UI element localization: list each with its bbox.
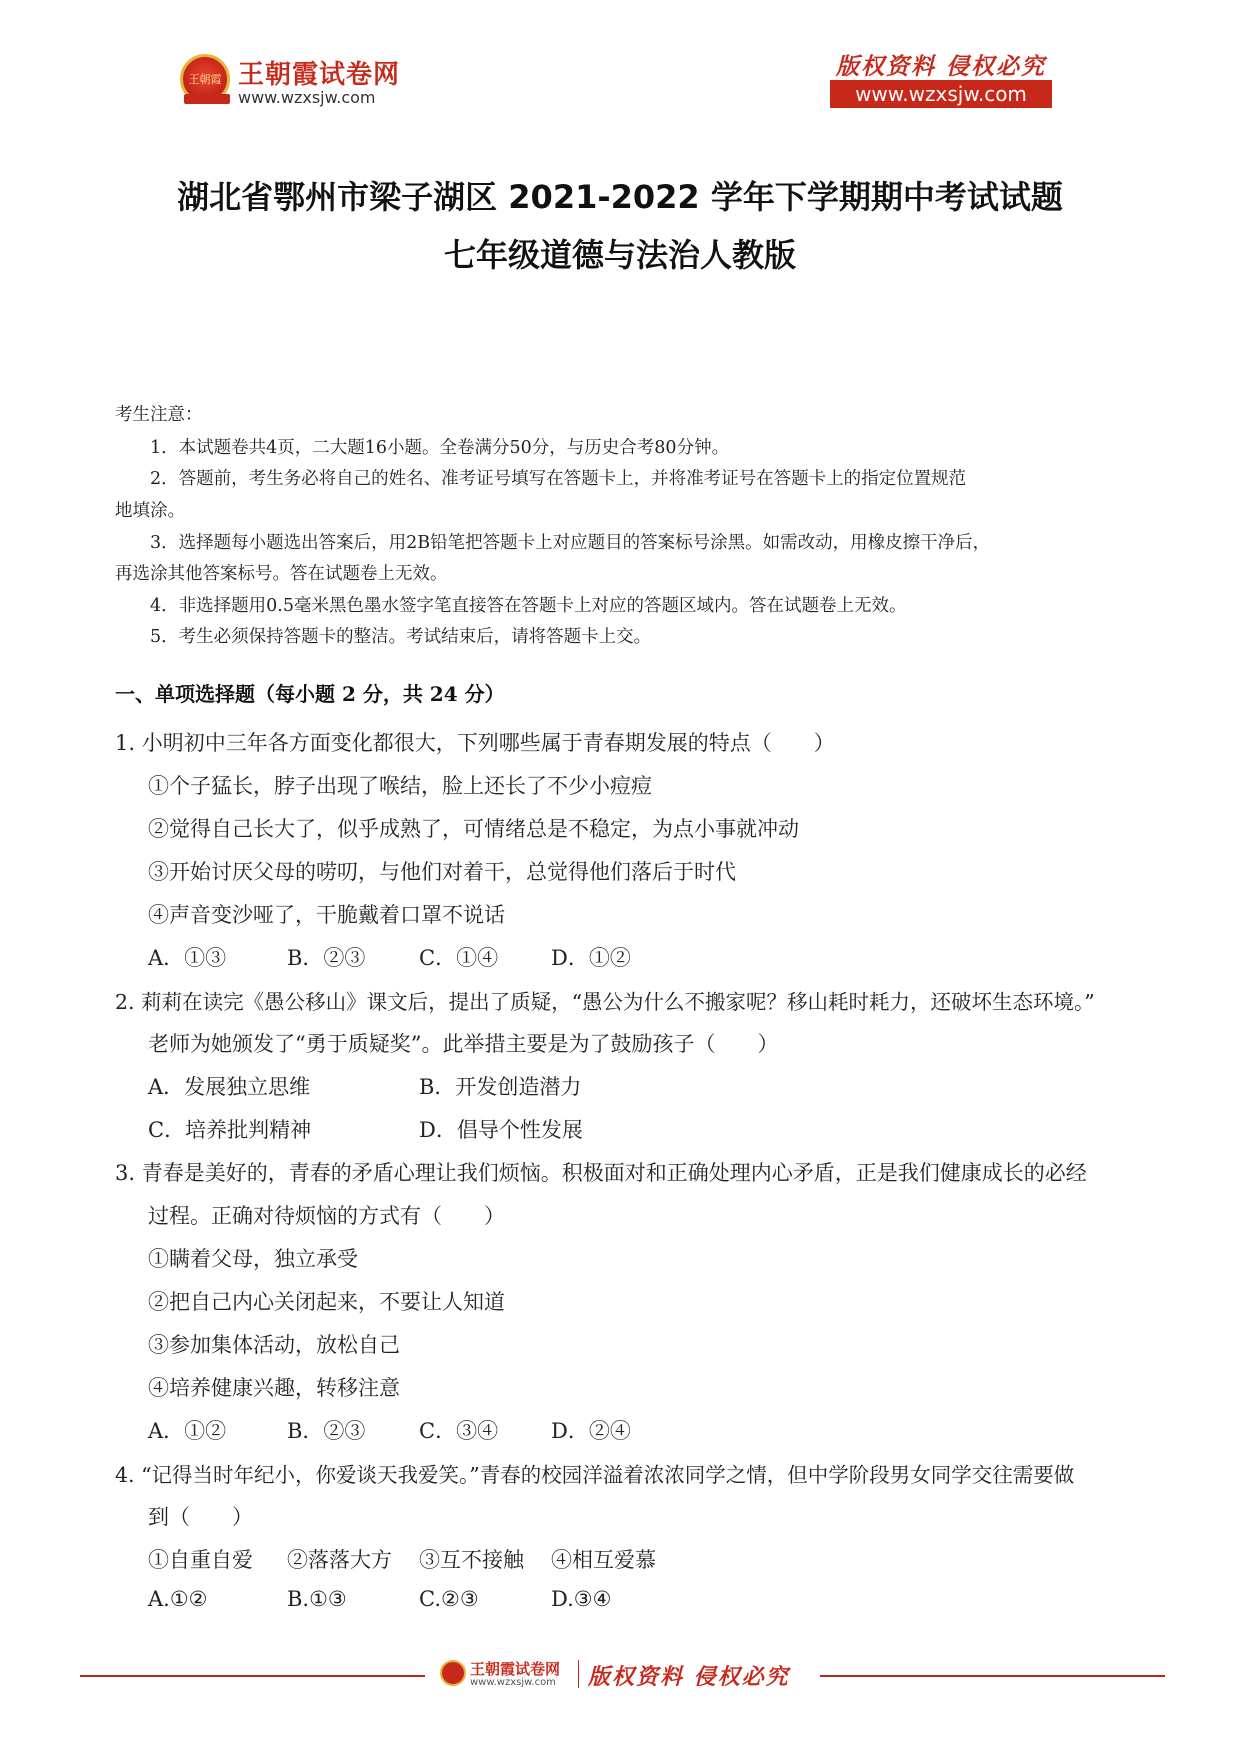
question-stem: 4. “记得当时年纪小，你爱谈天我爱笑。”青春的校园洋溢着浓浓同学之情，但中学阶段男女同学交往需要做 [115, 1463, 1075, 1487]
question-item: ①瞒着父母，独立承受 [148, 1247, 358, 1271]
footer-divider-left [80, 1675, 425, 1677]
question-stem: 到（ ） [148, 1505, 253, 1529]
notice-line: 3．选择题每小题选出答案后，用2B铅笔把答题卡上对应题目的答案标号涂黑。如需改动，用橡皮擦干净后， [150, 533, 991, 553]
answer-option: A．发展独立思维 [148, 1075, 311, 1099]
notice-line: 2．答题前，考生务必将自己的姓名、准考证号填写在答题卡上，并将准考证号在答题卡上的指定位置规范 [150, 469, 967, 489]
notice-line: 4．非选择题用0.5毫米黑色墨水签字笔直接答在答题卡上对应的答题区域内。答在试题卷上无效。 [150, 596, 907, 616]
question-item: ②把自己内心关闭起来，不要让人知道 [148, 1290, 505, 1314]
page-title: 湖北省鄂州市梁子湖区 2021-2022 学年下学期期中考试试题 [177, 178, 1063, 216]
question-stem: 过程。正确对待烦恼的方式有（ ） [148, 1204, 505, 1228]
answer-option: B．②③ [287, 1419, 366, 1443]
copyright-text: 版权资料 侵权必究 [835, 53, 1046, 80]
question-item: ③参加集体活动，放松自己 [148, 1333, 400, 1357]
question-stem: 1. 小明初中三年各方面变化都很大，下列哪些属于青春期发展的特点（ ） [115, 731, 835, 755]
notice-line: 再选涂其他答案标号。答在试题卷上无效。 [115, 564, 448, 584]
footer-divider-right [820, 1675, 1165, 1677]
answer-option: D．①② [551, 946, 631, 970]
copyright-url: www.wzxsjw.com [830, 80, 1052, 108]
footer-logo-name: 王朝霞试卷网 [470, 1660, 561, 1678]
answer-option: B．开发创造潜力 [419, 1075, 582, 1099]
notice-line: 5．考生必须保持答题卡的整洁。考试结束后，请将答题卡上交。 [150, 627, 652, 647]
copyright-mark [830, 48, 1052, 110]
footer-seal-icon [440, 1660, 466, 1686]
answer-option: D.③④ [551, 1587, 612, 1611]
question-item: ①自重自爱 [148, 1548, 253, 1572]
question-item: ②落落大方 [287, 1548, 392, 1572]
question-item: ④相互爱慕 [551, 1548, 656, 1572]
answer-option: C.②③ [419, 1587, 479, 1611]
footer-separator [578, 1660, 579, 1688]
question-stem: 3. 青春是美好的，青春的矛盾心理让我们烦恼。积极面对和正确处理内心矛盾，正是我们健康成长的必经 [115, 1161, 1087, 1185]
question-item: ②觉得自己长大了，似乎成熟了，可情绪总是不稳定，为点小事就冲动 [148, 817, 799, 841]
question-item: ③开始讨厌父母的唠叨，与他们对着干，总觉得他们落后于时代 [148, 860, 736, 884]
answer-option: A．①③ [148, 946, 227, 970]
answer-option: C．①④ [419, 946, 499, 970]
section-heading: 一、单项选择题（每小题 2 分，共 24 分） [115, 682, 505, 706]
question-item: ④培养健康兴趣，转移注意 [148, 1376, 400, 1400]
question-item: ③互不接触 [419, 1548, 524, 1572]
notice-line: 地填涂。 [115, 501, 185, 521]
page-subtitle: 七年级道德与法治人教版 [443, 236, 796, 274]
answer-option: D．②④ [551, 1419, 631, 1443]
site-logo [180, 50, 420, 116]
answer-option: B．②③ [287, 946, 366, 970]
footer-copyright: 版权资料 侵权必究 [588, 1664, 790, 1690]
logo-seal-icon: 王朝霞 [180, 54, 230, 104]
question-item: ④声音变沙哑了，干脆戴着口罩不说话 [148, 903, 505, 927]
footer-logo [440, 1658, 810, 1694]
logo-ribbon [184, 94, 230, 104]
answer-option: B.①③ [287, 1587, 347, 1611]
answer-option: C．培养批判精神 [148, 1118, 312, 1142]
logo-url: www.wzxsjw.com [238, 88, 376, 107]
question-stem: 2. 莉莉在读完《愚公移山》课文后，提出了质疑，“愚公为什么不搬家呢？移山耗时耗力，还破坏生态环境。” [115, 990, 1095, 1014]
logo-name: 王朝霞试卷网 [238, 60, 401, 90]
answer-option: C．③④ [419, 1419, 499, 1443]
answer-option: A．①② [148, 1419, 227, 1443]
footer-logo-url: www.wzxsjw.com [470, 1677, 556, 1688]
answer-option: A.①② [148, 1587, 208, 1611]
answer-option: D．倡导个性发展 [419, 1118, 583, 1142]
question-stem: 老师为她颁发了“勇于质疑奖”。此举措主要是为了鼓励孩子（ ） [148, 1032, 779, 1056]
question-item: ①个子猛长，脖子出现了喉结，脸上还长了不少小痘痘 [148, 774, 652, 798]
notice-heading: 考生注意： [115, 405, 203, 425]
notice-line: 1．本试题卷共4页，二大题16小题。全卷满分50分，与历史合考80分钟。 [150, 438, 730, 458]
